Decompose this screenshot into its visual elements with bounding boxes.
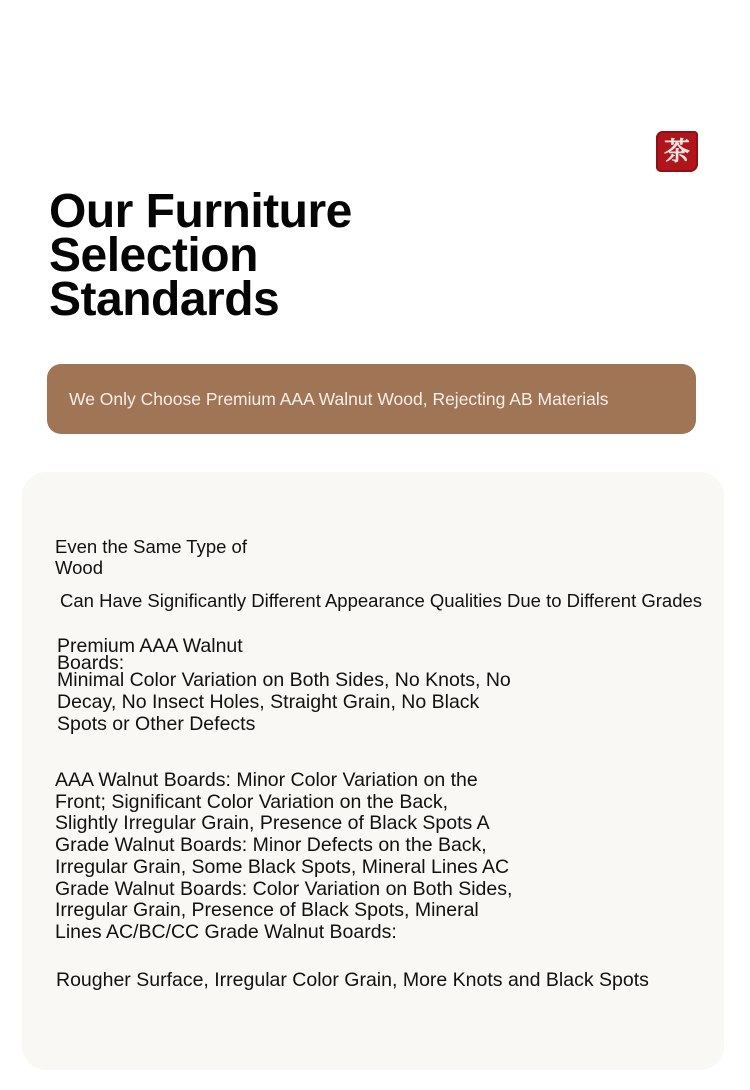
seal-glyph: 茶 xyxy=(663,136,690,167)
red-seal-logo xyxy=(656,131,698,172)
premium-grade-label: Premium AAA Walnut Boards: xyxy=(57,635,243,674)
premium-grade-description: Minimal Color Variation on Both Sides, No Knots, No Decay, No Insect Holes, Straight Grain, No Black Spots or Other Defects xyxy=(57,669,511,735)
grades-description: AAA Walnut Boards: Minor Color Variation on the Front; Significant Color Variation on the Back, Slightly Irregular Grain, Presence of Black Spots A Grade Walnut Boards: Minor Defects on the Back, Irregular Grain, Some Black Spots, Mineral Lines AC Grade Walnut Boards: Color Variation on Both Sides, Irregular Grain, Presence of Black Spots, Mineral Lines AC/BC/CC Grade Walnut Boards: xyxy=(55,769,513,943)
panel-subheading: Can Have Significantly Different Appearance Qualities Due to Different Grades xyxy=(60,590,703,611)
standard-banner xyxy=(47,364,696,434)
lower-grades-description: Rougher Surface, Irregular Color Grain, More Knots and Black Spots xyxy=(56,969,649,991)
panel-heading: Even the Same Type of Wood xyxy=(55,536,247,578)
banner-text: We Only Choose Premium AAA Walnut Wood, Rejecting AB Materials xyxy=(69,388,609,409)
page-title: Our Furniture Selection Standards xyxy=(49,185,352,326)
